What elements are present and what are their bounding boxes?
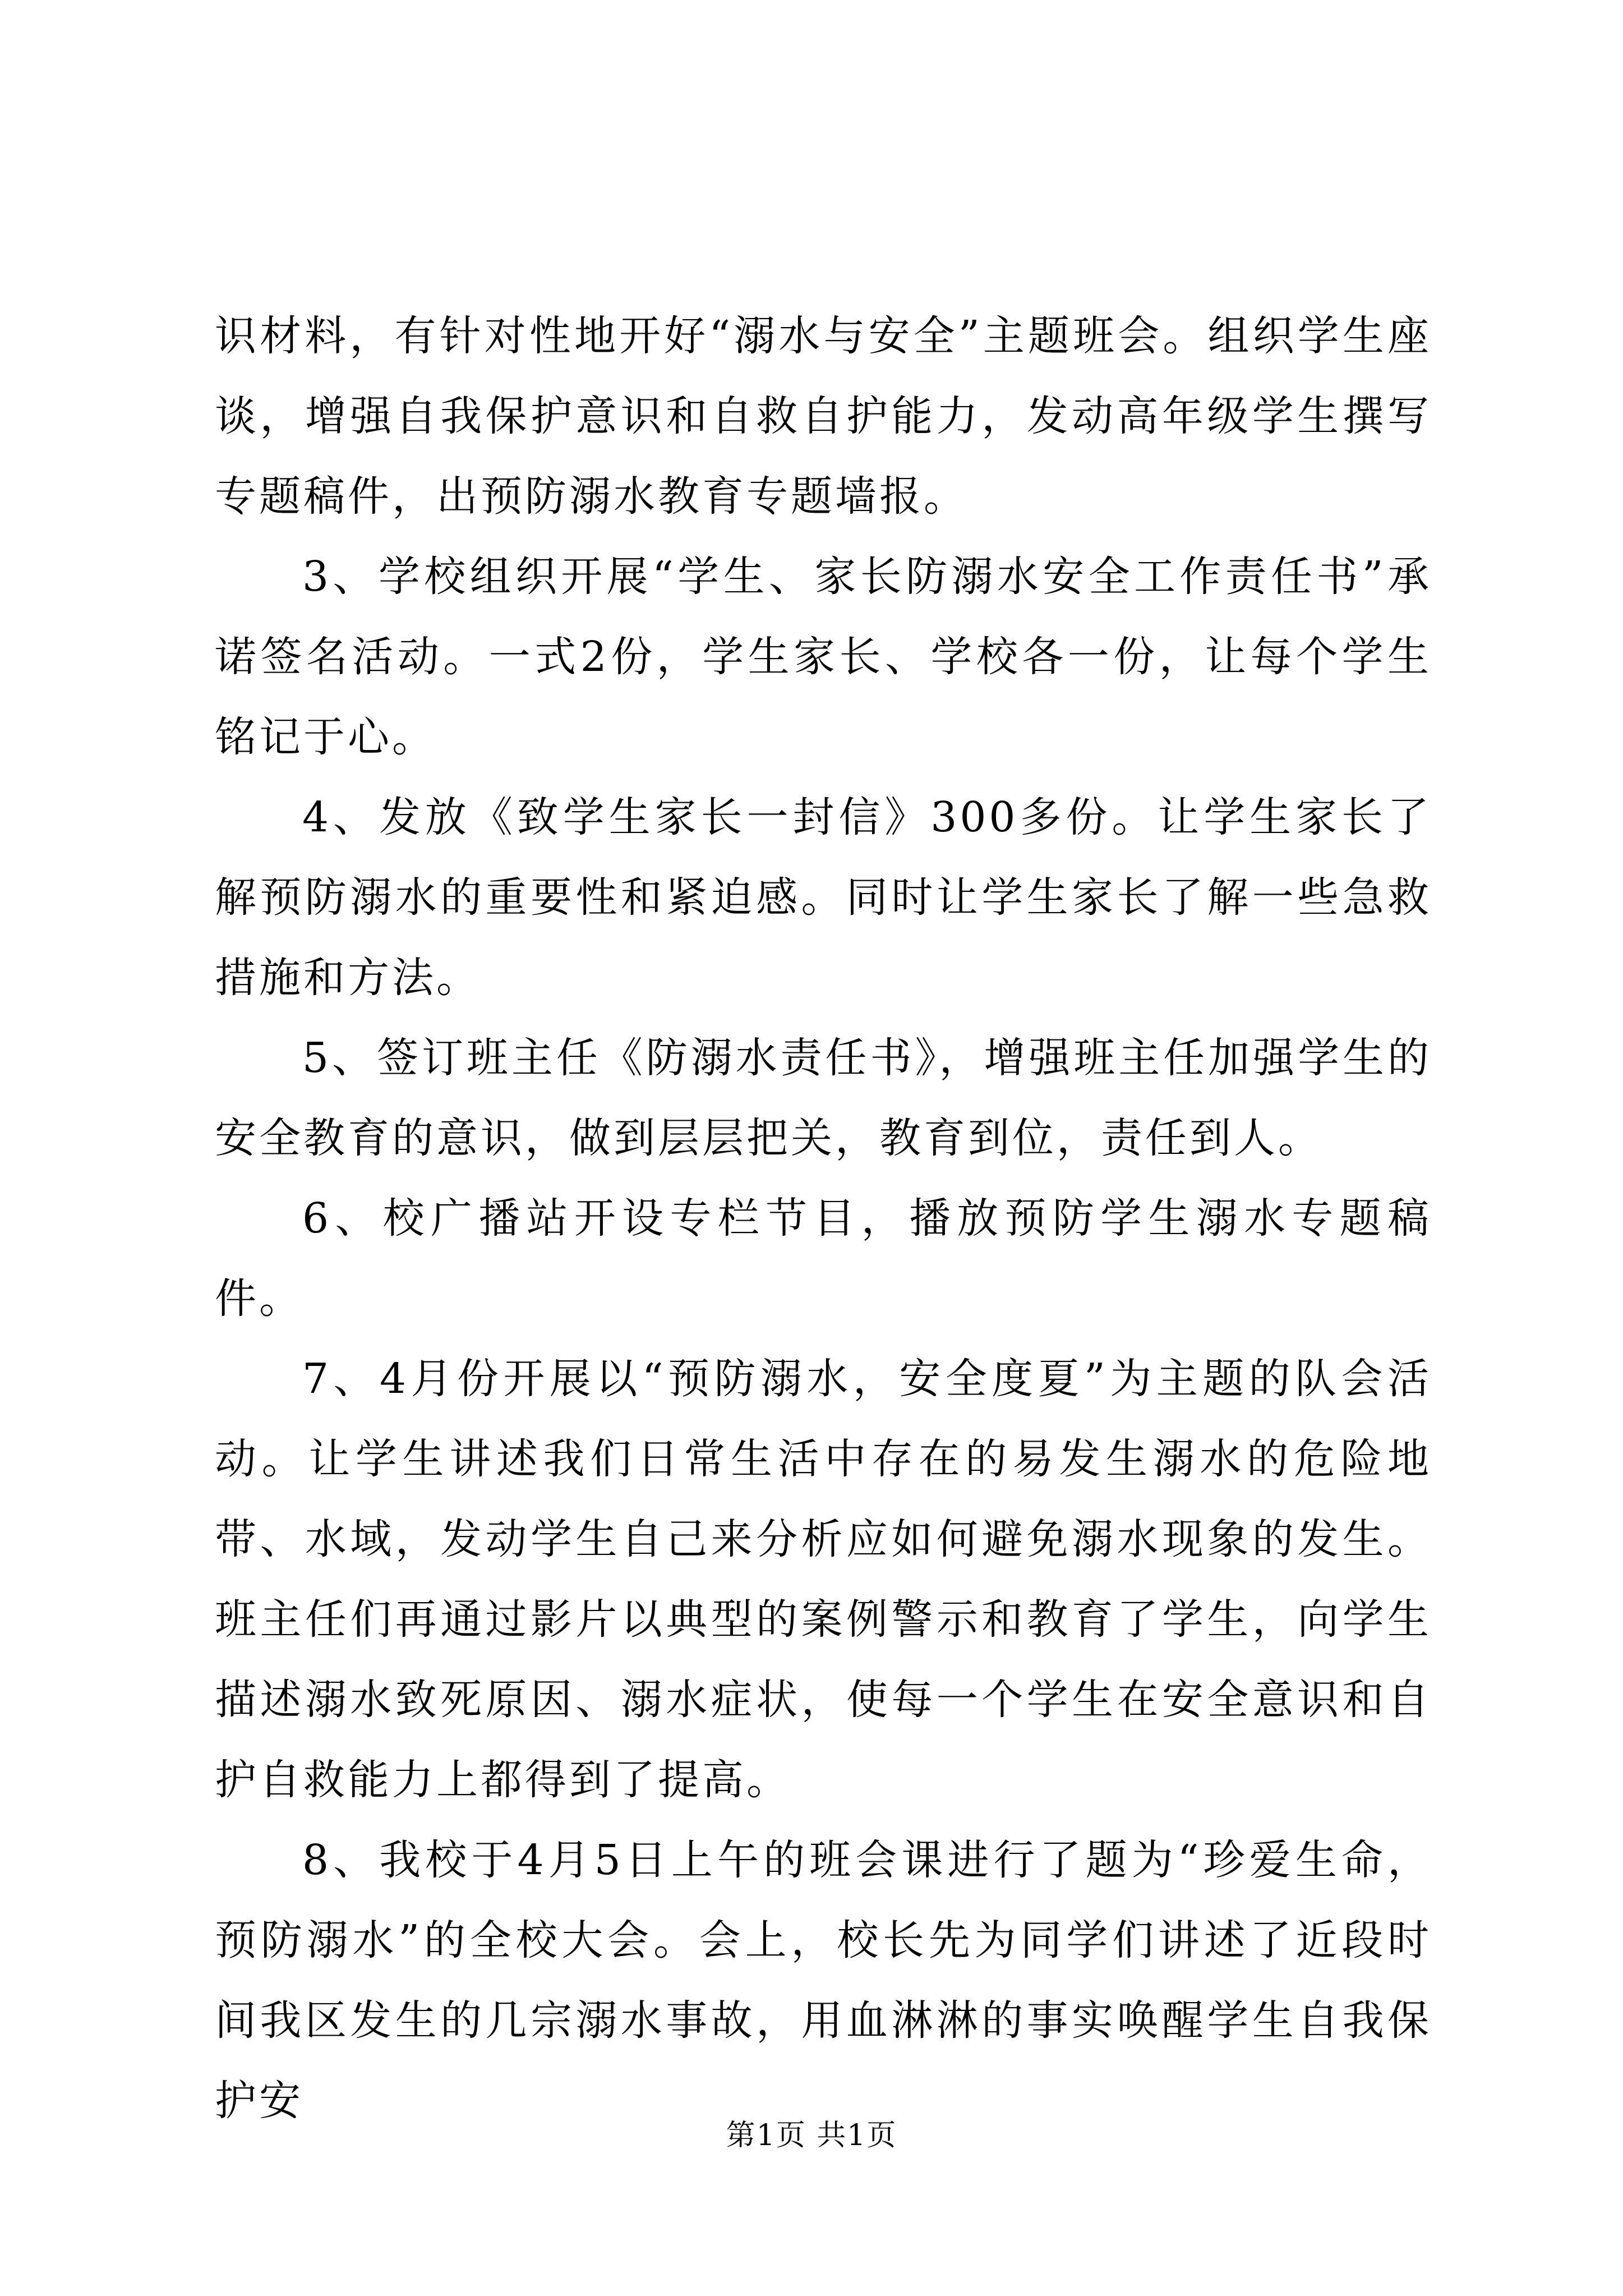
paragraph-item-7: 7、4月份开展以“预防溺水，安全度夏”为主题的队会活动。让学生讲述我们日常生活中存在的易发生溺水的危险地带、水域，发动学生自己来分析应如何避免溺水现象的发生。班主任们再通过影片以典型的案例警示和教育了学生，向学生描述溺水致死原因、溺水症状，使每一个学生在安全意识和自护自救能力上都得到了提高。	[215, 1355, 1432, 1804]
page-number-label: 第1页 共1页	[726, 2119, 897, 2152]
paragraph-continuation: 识材料，有针对性地开好“溺水与安全”主题班会。组织学生座谈，增强自我保护意识和自救自护能力，发动高年级学生撰写专题稿件，出预防溺水教育专题墙报。	[215, 312, 1432, 521]
paragraph-item-3: 3、学校组织开展“学生、家长防溺水安全工作责任书”承诺签名活动。一式2份，学生家长、学校各一份，让每个学生铭记于心。	[215, 553, 1432, 761]
document-body	[215, 296, 1432, 2141]
paragraph-item-6: 6、校广播站开设专栏节目，播放预防学生溺水专题稿件。	[215, 1194, 1432, 1323]
paragraph-item-4: 4、发放《致学生家长一封信》300多份。让学生家长了解预防溺水的重要性和紧迫感。同时让学生家长了解一些急救措施和方法。	[215, 793, 1432, 1002]
paragraph-item-5: 5、签订班主任《防溺水责任书》，增强班主任加强学生的安全教育的意识，做到层层把关，教育到位，责任到人。	[215, 1034, 1432, 1162]
page-footer	[0, 2116, 1623, 2155]
paragraph-item-8: 8、我校于4月5日上午的班会课进行了题为“珍爱生命，预防溺水”的全校大会。会上，校长先为同学们讲述了近段时间我区发生的几宗溺水事故，用血淋淋的事实唤醒学生自我保护安	[215, 1836, 1432, 2125]
